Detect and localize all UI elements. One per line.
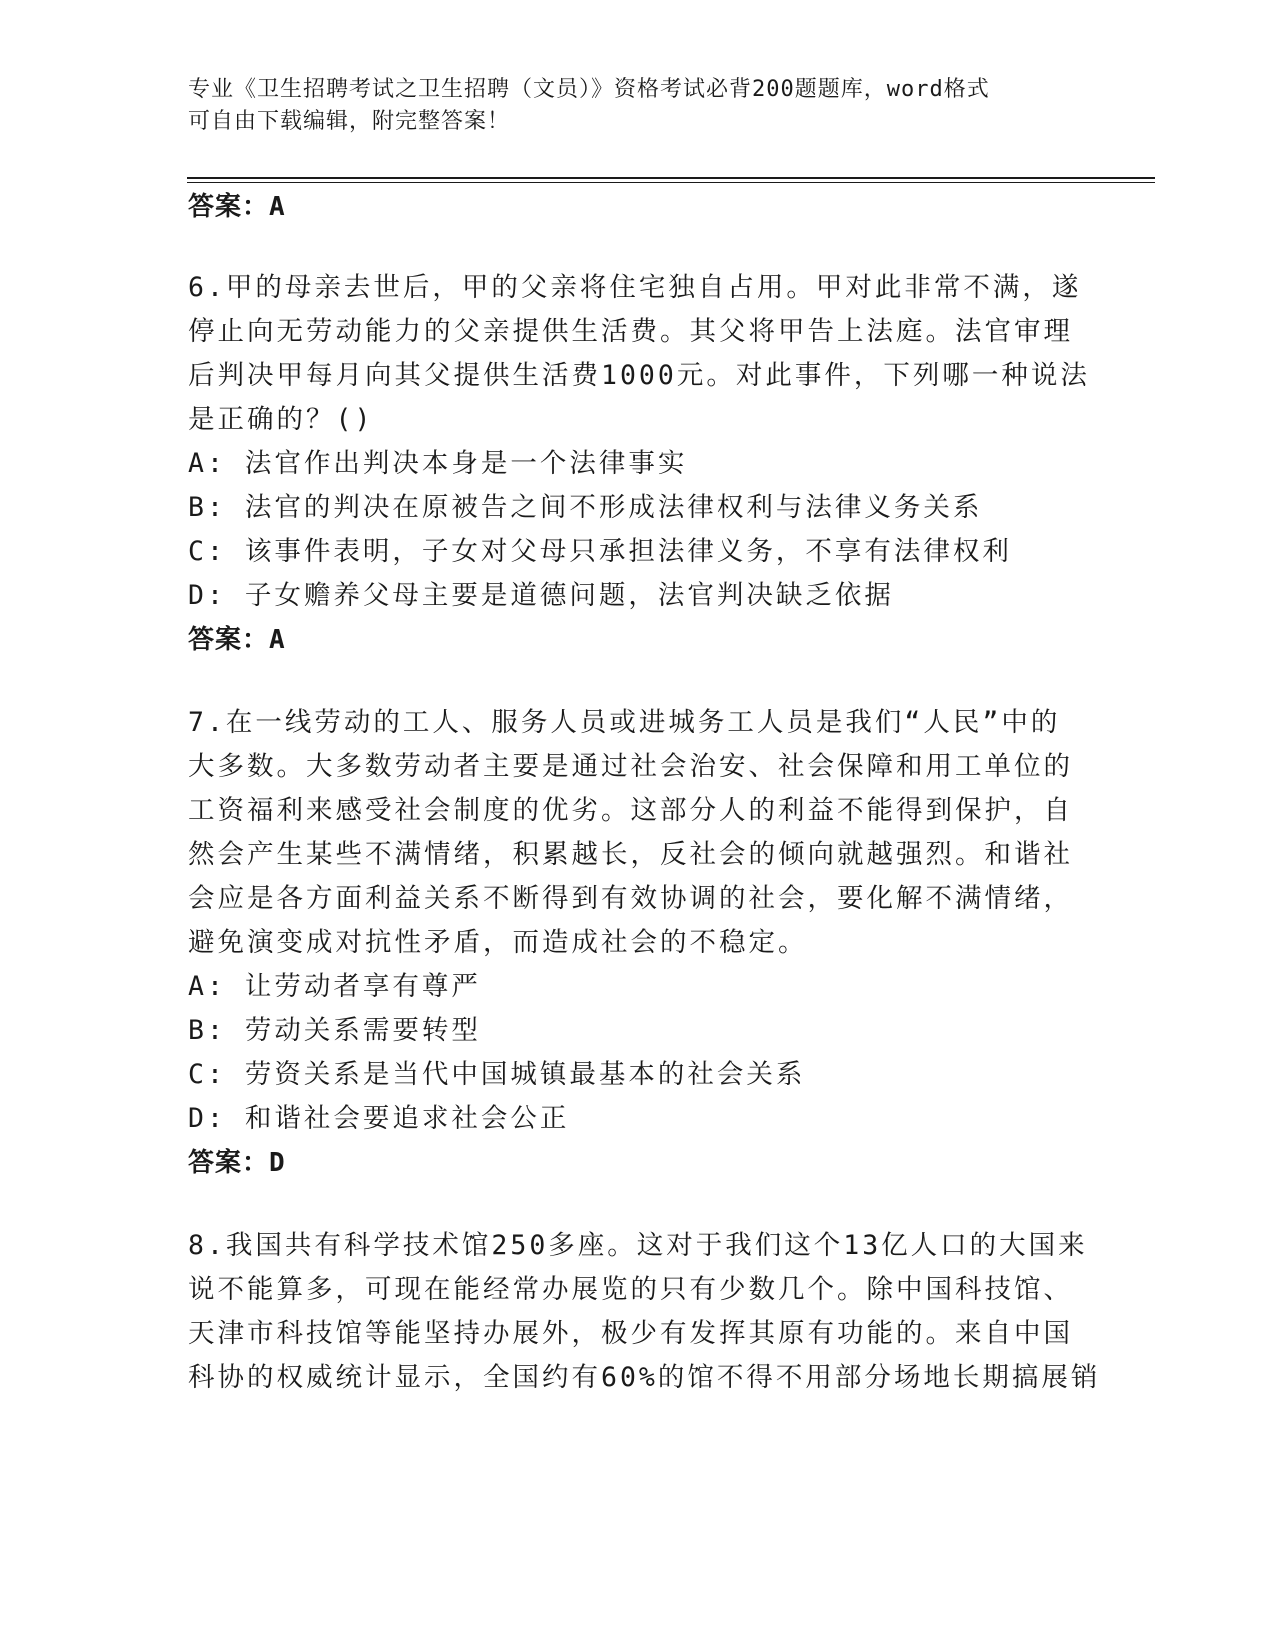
header-divider-thick (187, 177, 1155, 179)
question-8-line-2: 说不能算多，可现在能经常办展览的只有少数几个。除中国科技馆、 (188, 1274, 1073, 1305)
question-7-line-6: 避免演变成对抗性矛盾，而造成社会的不稳定。 (188, 927, 808, 958)
question-6-answer: 答案：A (188, 625, 286, 655)
question-6-line-4: 是正确的？() (188, 404, 374, 435)
question-8-line-1: 8.我国共有科学技术馆250多座。这对于我们这个13亿人口的大国来 (188, 1230, 1088, 1261)
question-7-line-3: 工资福利来感受社会制度的优劣。这部分人的利益不能得到保护，自 (188, 795, 1073, 826)
question-7-line-1: 7.在一线劳动的工人、服务人员或进城务工人员是我们“人民”中的 (188, 707, 1061, 738)
question-6-option-d: D: 子女赡养父母主要是道德问题，法官判决缺乏依据 (188, 580, 894, 611)
question-6-option-c: C: 该事件表明，子女对父母只承担法律义务，不享有法律权利 (188, 536, 1012, 567)
question-8-line-3: 天津市科技馆等能坚持办展外，极少有发挥其原有功能的。来自中国 (188, 1318, 1073, 1349)
question-7-answer: 答案：D (188, 1148, 286, 1178)
header-line-2: 可自由下载编辑，附完整答案！ (188, 109, 511, 134)
question-7-line-4: 然会产生某些不满情绪，积累越长，反社会的倾向就越强烈。和谐社 (188, 839, 1073, 870)
question-7-option-d: D: 和谐社会要追求社会公正 (188, 1103, 570, 1134)
header-line-1: 专业《卫生招聘考试之卫生招聘（文员）》资格考试必背200题题库，word格式 (188, 77, 990, 102)
question-7-option-a: A: 让劳动者享有尊严 (188, 971, 481, 1002)
question-7-line-2: 大多数。大多数劳动者主要是通过社会治安、社会保障和用工单位的 (188, 751, 1073, 782)
document-header (188, 74, 1068, 138)
question-8-line-4: 科协的权威统计显示，全国约有60%的馆不得不用部分场地长期搞展销 (188, 1362, 1101, 1393)
question-6-line-2: 停止向无劳动能力的父亲提供生活费。其父将甲告上法庭。法官审理 (188, 316, 1073, 347)
question-6-option-a: A: 法官作出判决本身是一个法律事实 (188, 448, 688, 479)
question-7-line-5: 会应是各方面利益关系不断得到有效协调的社会，要化解不满情绪， (188, 883, 1073, 914)
header-divider-thin (187, 182, 1155, 183)
question-6-line-1: 6.甲的母亲去世后，甲的父亲将住宅独自占用。甲对此非常不满，遂 (188, 272, 1082, 303)
question-6-option-b: B: 法官的判决在原被告之间不形成法律权利与法律义务关系 (188, 492, 983, 523)
question-7-option-c: C: 劳资关系是当代中国城镇最基本的社会关系 (188, 1059, 806, 1090)
previous-answer: 答案：A (188, 192, 286, 222)
question-6-line-3: 后判决甲每月向其父提供生活费1000元。对此事件，下列哪一种说法 (188, 360, 1090, 391)
question-7-option-b: B: 劳动关系需要转型 (188, 1015, 481, 1046)
